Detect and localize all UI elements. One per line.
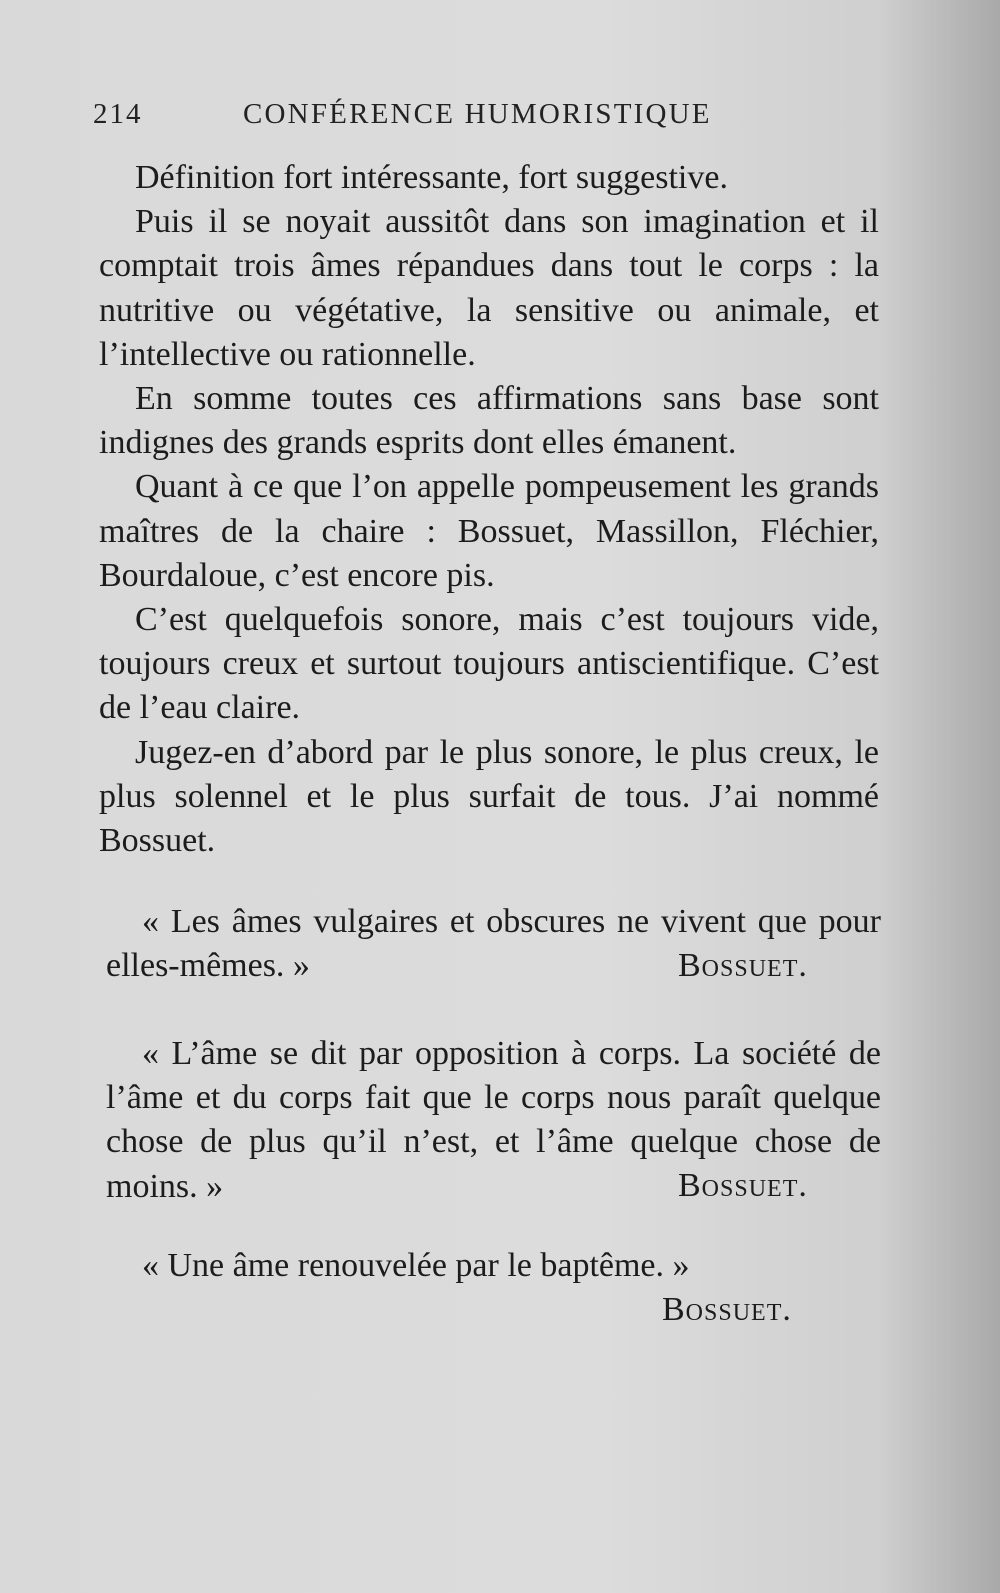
paragraph: Définition fort intéressante, fort suggestive. [135,159,728,196]
paragraph: C’est quelquefois sonore, mais c’est toujours vide, toujours creux et surtout toujours antiscientifique. C’est de l’eau claire. [99,601,879,727]
body-text [99,156,879,863]
quotation [106,900,881,988]
running-head: CONFÉRENCE HUMORISTIQUE [243,98,712,130]
quotation-attribution: Bossuet. [662,1291,792,1329]
paragraph: En somme toutes ces affirmations sans base sont indignes des grands esprits dont elles émanent. [99,380,879,462]
quotation-text: « Une âme renouvelée par le baptême. » [142,1247,690,1284]
quotation-attribution: Bossuet. [678,1167,808,1204]
quotation-text: « L’âme se dit par opposition à corps. La société de l’âme et du corps fait que le corps nous paraît quelque chose de plus qu’il n’est, et l’âme quelque chose de moins. » [106,1035,881,1205]
page-number: 214 [93,98,143,130]
paragraph: Quant à ce que l’on appelle pompeusement les grands maîtres de la chaire : Bossuet, Massillon, Fléchier, Bourdaloue, c’est encore pis. [99,468,879,594]
quotation [106,1244,881,1332]
quotation [106,1032,881,1209]
quotation-attribution: Bossuet. [678,947,808,984]
page-header [93,98,733,138]
paragraph: Puis il se noyait aussitôt dans son imagination et il comptait trois âmes répandues dans tout le corps : la nutritive ou végétative, la sensitive ou animale, et l’intellective ou rationnelle. [99,203,879,373]
paragraph: Jugez-en d’abord par le plus sonore, le plus creux, le plus solennel et le plus surfait de tous. J’ai nommé Bossuet. [99,733,879,860]
quotation-text: « Les âmes vulgaires et obscures ne vivent que pour elles-mêmes. » [106,903,881,985]
